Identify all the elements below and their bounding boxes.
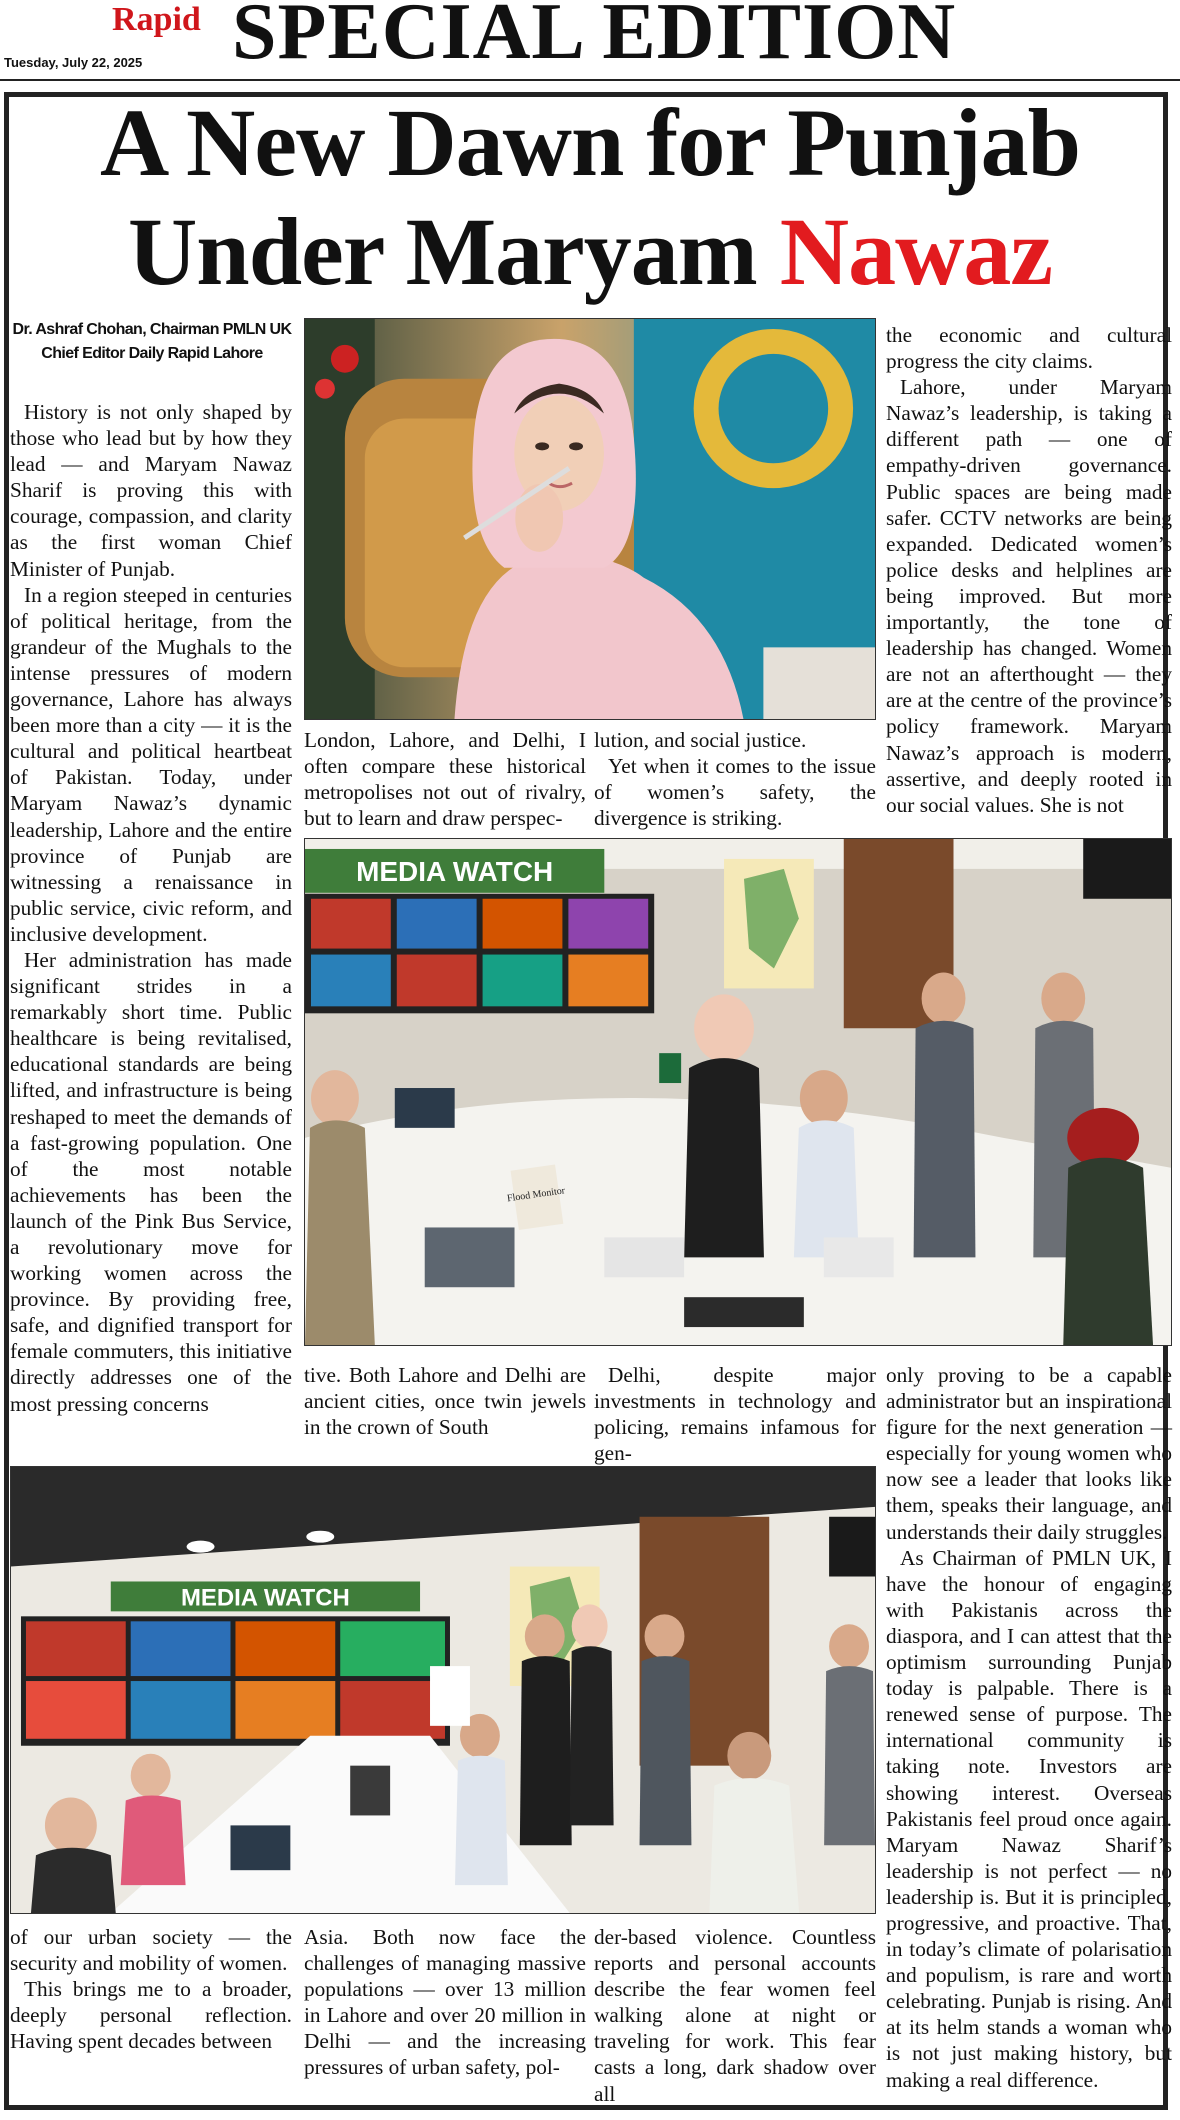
paragraph: This brings me to a broader, deeply personal reflection. Having spent decades between <box>10 1977 292 2054</box>
paragraph: lution, and social justice. <box>594 728 807 752</box>
headline-line-1: A New Dawn for Punjab <box>100 89 1080 196</box>
issue-date: Tuesday, July 22, 2025 <box>4 55 143 70</box>
column-3-text-b <box>594 1362 876 1466</box>
paragraph: London, Lahore, and Delhi, I often compare these historical metropolises not out of rivalry, but to learn and draw perspec- <box>304 728 586 831</box>
column-2-text-a <box>304 727 586 831</box>
paragraph: Lahore, under Maryam Nawaz’s leadership, is taking a different path — one of empathy-driven governance. Public spaces are being made safer. CCTV networks are being expanded. Dedicated women’s police desks and helplines are being improved. But more importantly, the tone of leadership has changed. Women are not an afterthought — they are at the centre of the province’s policy framework. Maryam Nawaz’s approach is modern, assertive, and deeply rooted in our social values. She is not <box>886 375 1172 817</box>
tv-wall-2 <box>21 1616 450 1745</box>
masthead <box>0 0 1180 88</box>
column-3-text-c <box>594 1924 876 2107</box>
paragraph: Asia. Both now face the challenges of managing massive populations — over 13 million in Lahore and over 20 million in Delhi — and the increasing pressures of urban safety, pol- <box>304 1925 586 2080</box>
flood-monitor-sign: Flood Monitor <box>506 1185 566 1205</box>
column-3-text-a <box>594 727 876 831</box>
headline-dark-part: Under Maryam <box>127 198 780 305</box>
paragraph: of our urban society — the security and mobility of women. <box>10 1925 292 1976</box>
photo-chief-minister-portrait <box>304 318 876 720</box>
photo-media-watch-wide <box>10 1466 876 1914</box>
media-watch-sign-2: MEDIA WATCH <box>180 1584 350 1612</box>
column-4-top-text <box>886 322 1172 818</box>
paragraph: only proving to be a capable administrator but an inspirational figure for the next generation — especially for young women who now see a leader that looks like them, speaks their language, and understands their daily struggles. <box>886 1363 1172 1544</box>
column-1-bottom-text <box>10 1924 292 2054</box>
media-watch-sign: MEDIA WATCH <box>356 855 554 887</box>
paragraph: der-based violence. Countless reports and personal accounts describe the fear women feel walking alone at night or traveling for work. This fear casts a long, dark shadow over all <box>594 1925 876 2106</box>
photo-media-watch-visit <box>304 838 1172 1346</box>
headline-red-part: Nawaz <box>779 198 1053 305</box>
paragraph: tive. Both Lahore and Delhi are ancient cities, once twin jewels in the crown of South <box>304 1363 586 1440</box>
edition-title: SPECIAL EDITION <box>232 0 957 76</box>
paragraph: History is not only shaped by those who lead but by how they lead — and Maryam Nawaz Sharif is proving this with courage, compassion, and clarity as the first woman Chief Minister of Punjab. <box>10 400 292 581</box>
paragraph: Delhi, despite major investments in technology and policing, remains infamous for gen- <box>594 1363 876 1466</box>
paragraph: Her administration has made significant strides in a remarkably short time. Public healthcare is being revitalised, educational standards are being lifted, and infrastructure is being reshaped to meet the demands of a fast-growing population. One of the most notable achievements has been the launch of the Pink Bus Service, a revolutionary move for working women across the province. By providing free, safe, and dignified transport for female commuters, this initiative directly addresses one of the most pressing concerns <box>10 947 292 1416</box>
masthead-rule <box>0 79 1180 81</box>
portrait-illustration <box>305 319 875 719</box>
paragraph: As Chairman of PMLN UK, I have the honour of engaging with Pakistanis across the diaspora, and I can attest that the optimism surrounding Punjab today is palpable. There is a renewed sense of purpose. The international community is taking note. Investors are showing interest. Overseas Pakistanis feel proud once again. Maryam Nawaz Sharif’s leadership is not perfect — no leadership is. But it is principled, progressive, and proactive. That, in today’s climate of polarisation and populism, is rare and worth celebrating. Punjab is rising. And at its helm stands a woman who is not just making history, but making a real difference. <box>886 1545 1172 2092</box>
paragraph: the economic and cultural progress the city claims. <box>886 323 1172 374</box>
paragraph: Yet when it comes to the issue of women’s safety, the divergence is striking. <box>594 754 876 831</box>
byline <box>12 318 292 366</box>
column-1-top-text <box>10 399 292 1417</box>
byline-role: Chief Editor Daily Rapid Lahore <box>41 345 263 362</box>
media-room-wide-illustration <box>11 1467 875 1913</box>
paragraph: In a region steeped in centuries of political heritage, from the grandeur of the Mughals to the intense pressures of modern governance, Lahore has always been more than a city — it is the cultural and political heartbeat of Pakistan. Today, under Maryam Nawaz’s dynamic leadership, Lahore and the entire province of Punjab are witnessing a renaissance in public service, civic reform, and inclusive development. <box>10 582 292 946</box>
media-room-illustration <box>305 839 1171 1345</box>
brand-name: Rapid <box>112 1 201 38</box>
tv-wall <box>305 894 654 1014</box>
byline-author: Dr. Ashraf Chohan, Chairman PMLN UK <box>12 321 292 338</box>
column-4-bottom-text <box>886 1362 1172 2093</box>
column-2-text-b <box>304 1362 586 1440</box>
column-2-text-c <box>304 1924 586 2081</box>
